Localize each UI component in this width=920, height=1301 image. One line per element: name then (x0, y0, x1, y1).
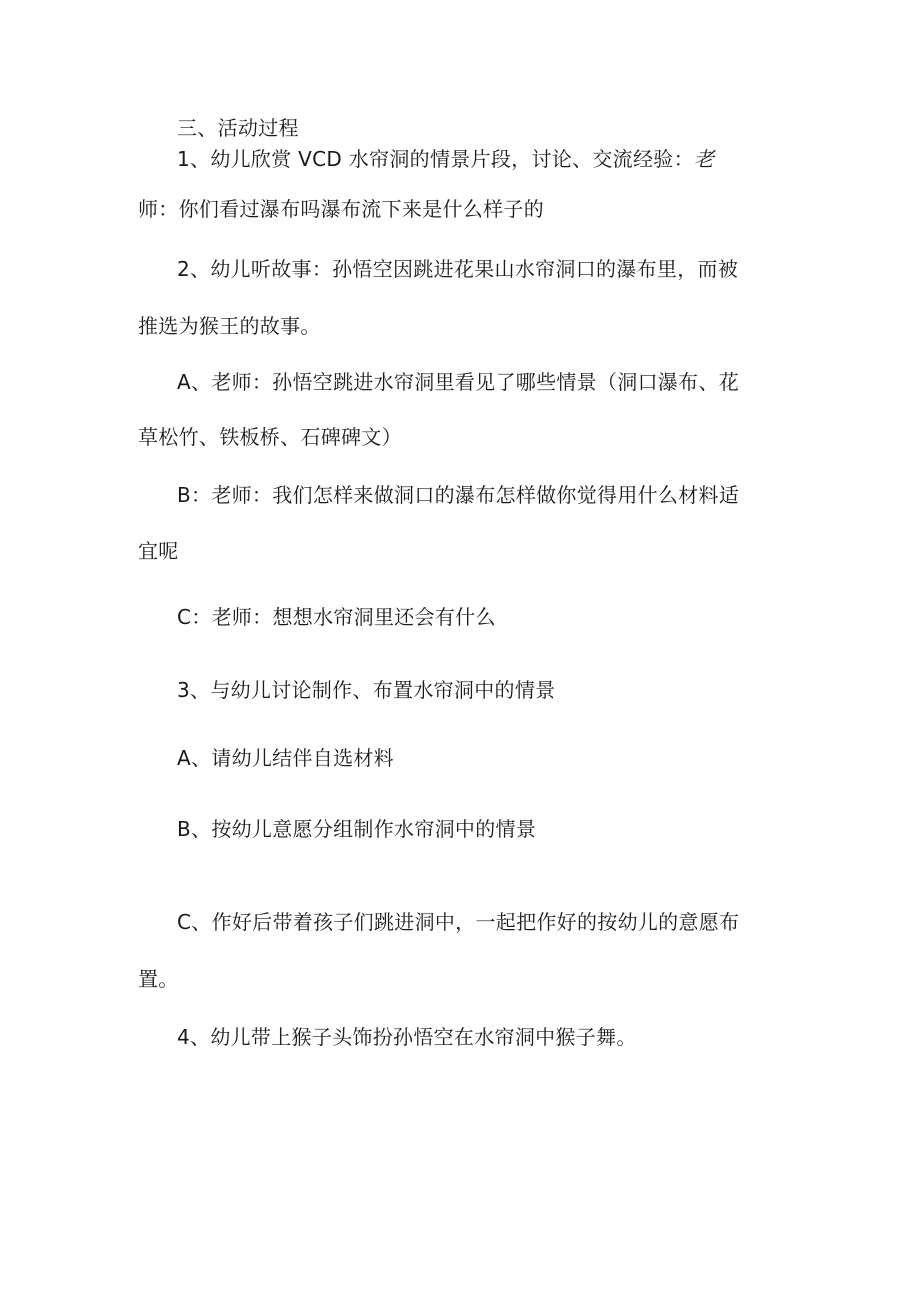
paragraph-1-tail: 老 (693, 147, 715, 171)
section-heading: 三、活动过程 (177, 116, 299, 140)
paragraph-3-c-line-1: C、作好后带着孩子们跳进洞中，一起把作好的按幼儿的意愿布 (177, 910, 740, 934)
paragraph-a-line-1: A、老师：孙悟空跳进水帘洞里看见了哪些情景（洞口瀑布、花 (177, 370, 740, 394)
paragraph-3-c-line-2: 置。 (138, 967, 179, 991)
paragraph-3-b: B、按幼儿意愿分组制作水帘洞中的情景 (177, 817, 537, 841)
paragraph-1-line-1 (177, 145, 714, 173)
paragraph-b-line-1: B：老师：我们怎样来做洞口的瀑布怎样做你觉得用什么材料适 (177, 483, 740, 507)
paragraph-2-line-1: 2、幼儿听故事：孙悟空因跳进花果山水帘洞口的瀑布里，而被 (177, 257, 739, 281)
paragraph-3-a: A、请幼儿结伴自选材料 (177, 746, 394, 770)
paragraph-b-line-2: 宜呢 (138, 539, 179, 563)
paragraph-1-text: 1、幼儿欣赏 VCD 水帘洞的情景片段，讨论、交流经验： (177, 147, 694, 171)
paragraph-a-line-2: 草松竹、铁板桥、石碑碑文） (138, 425, 402, 449)
paragraph-c: C：老师：想想水帘洞里还会有什么 (177, 605, 496, 629)
paragraph-2-line-2: 推选为猴王的故事。 (138, 314, 321, 338)
paragraph-1-line-2: 师：你们看过瀑布吗瀑布流下来是什么样子的 (138, 197, 544, 221)
paragraph-4: 4、幼儿带上猴子头饰扮孙悟空在水帘洞中猴子舞。 (177, 1025, 637, 1049)
paragraph-3: 3、与幼儿讨论制作、布置水帘洞中的情景 (177, 678, 556, 702)
